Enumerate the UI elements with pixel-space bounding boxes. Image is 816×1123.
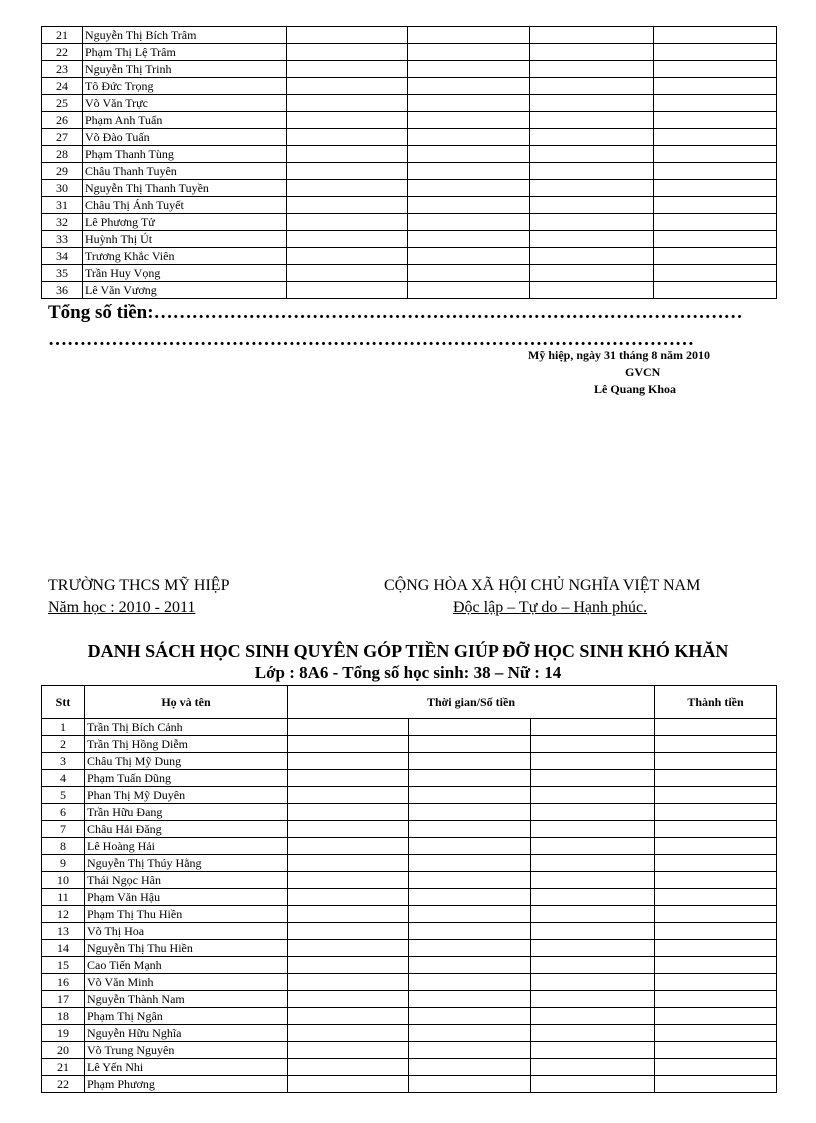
amount-cell[interactable]	[409, 872, 531, 889]
amount-cell[interactable]	[409, 906, 531, 923]
table-row	[42, 112, 777, 129]
amount-cell[interactable]	[408, 95, 530, 112]
table-row	[42, 923, 777, 940]
amount-cell[interactable]	[288, 719, 409, 736]
row-number: 16	[42, 974, 85, 991]
student-name: Trần Thị Bích Cảnh	[85, 719, 288, 736]
table-row	[42, 1008, 777, 1025]
table-row	[42, 1059, 777, 1076]
student-name: Võ Trung Nguyên	[85, 1042, 288, 1059]
student-name: Nguyễn Thị Thúy Hằng	[85, 855, 288, 872]
document-title: DANH SÁCH HỌC SINH QUYÊN GÓP TIỀN GIÚP ĐỠ HỌC SINH KHÓ KHĂN	[87, 641, 729, 661]
table-row	[42, 129, 777, 146]
student-name: Nguyễn Thị Trinh	[83, 61, 287, 78]
amount-cell[interactable]	[288, 838, 409, 855]
amount-cell[interactable]	[530, 214, 654, 231]
row-number: 21	[42, 27, 83, 44]
amount-cell[interactable]	[288, 923, 409, 940]
table-row	[42, 889, 777, 906]
total-cell[interactable]	[655, 736, 777, 753]
amount-cell[interactable]	[288, 872, 409, 889]
amount-cell[interactable]	[288, 770, 409, 787]
row-number: 32	[42, 214, 83, 231]
amount-cell[interactable]	[409, 821, 531, 838]
amount-cell[interactable]	[287, 282, 408, 299]
row-number: 23	[42, 61, 83, 78]
amount-cell[interactable]	[287, 112, 408, 129]
amount-cell[interactable]	[288, 753, 409, 770]
amount-cell[interactable]	[530, 112, 654, 129]
table-row	[42, 804, 777, 821]
total-cell[interactable]	[654, 180, 777, 197]
amount-cell[interactable]	[287, 163, 408, 180]
amount-cell[interactable]	[409, 736, 531, 753]
table-row	[42, 753, 777, 770]
amount-cell[interactable]	[409, 889, 531, 906]
row-number: 12	[42, 906, 85, 923]
student-name: Nguyễn Thành Nam	[85, 991, 288, 1008]
amount-cell[interactable]	[287, 78, 408, 95]
row-number: 18	[42, 1008, 85, 1025]
amount-cell[interactable]	[287, 231, 408, 248]
table-header-row	[42, 686, 777, 719]
amount-cell[interactable]	[409, 974, 531, 991]
amount-cell[interactable]	[288, 736, 409, 753]
total-cell[interactable]	[654, 146, 777, 163]
amount-cell[interactable]	[408, 78, 530, 95]
total-cell[interactable]	[655, 1025, 777, 1042]
amount-cell[interactable]	[409, 923, 531, 940]
total-cell[interactable]	[655, 770, 777, 787]
total-cell[interactable]	[654, 197, 777, 214]
table-row	[42, 44, 777, 61]
amount-cell[interactable]	[531, 1025, 655, 1042]
amount-cell[interactable]	[531, 821, 655, 838]
total-cell[interactable]	[654, 61, 777, 78]
row-number: 7	[42, 821, 85, 838]
amount-cell[interactable]	[287, 197, 408, 214]
column-header-stt: Stt	[42, 686, 85, 719]
amount-cell[interactable]	[288, 787, 409, 804]
total-cell[interactable]	[654, 27, 777, 44]
amount-cell[interactable]	[408, 27, 530, 44]
amount-cell[interactable]	[530, 180, 654, 197]
row-number: 3	[42, 753, 85, 770]
amount-cell[interactable]	[287, 44, 408, 61]
total-cell[interactable]	[655, 753, 777, 770]
row-number: 22	[42, 1076, 85, 1093]
amount-cell[interactable]	[409, 940, 531, 957]
amount-cell[interactable]	[530, 44, 654, 61]
student-name: Phạm Phương	[85, 1076, 288, 1093]
amount-cell[interactable]	[531, 974, 655, 991]
total-cell[interactable]	[654, 214, 777, 231]
amount-cell[interactable]	[531, 923, 655, 940]
student-name: Phạm Tuấn Dũng	[85, 770, 288, 787]
student-name: Phạm Thị Thu Hiền	[85, 906, 288, 923]
table-row	[42, 282, 777, 299]
row-number: 19	[42, 1025, 85, 1042]
total-cell[interactable]	[655, 804, 777, 821]
table-row	[42, 163, 777, 180]
amount-cell[interactable]	[287, 27, 408, 44]
total-cell[interactable]	[655, 787, 777, 804]
student-name: Nguyễn Hữu Nghĩa	[85, 1025, 288, 1042]
table-row	[42, 855, 777, 872]
school-name: TRƯỜNG THCS MỸ HIỆP	[48, 577, 230, 594]
amount-cell[interactable]	[530, 95, 654, 112]
amount-cell[interactable]	[530, 129, 654, 146]
amount-cell[interactable]	[408, 248, 530, 265]
amount-cell[interactable]	[530, 248, 654, 265]
amount-cell[interactable]	[530, 61, 654, 78]
total-cell[interactable]	[655, 906, 777, 923]
student-name: Tô Đức Trọng	[83, 78, 287, 95]
student-name: Nguyễn Thị Bích Trâm	[83, 27, 287, 44]
row-number: 17	[42, 991, 85, 1008]
total-cell[interactable]	[655, 1008, 777, 1025]
row-number: 35	[42, 265, 83, 282]
row-number: 11	[42, 889, 85, 906]
class-subtitle: Lớp : 8A6 - Tổng số học sinh: 38 – Nữ : 14	[254, 663, 562, 682]
amount-cell[interactable]	[287, 61, 408, 78]
amount-cell[interactable]	[409, 1025, 531, 1042]
student-name: Phạm Thị Ngân	[85, 1008, 288, 1025]
amount-cell[interactable]	[531, 872, 655, 889]
amount-cell[interactable]	[287, 146, 408, 163]
total-cell[interactable]	[654, 248, 777, 265]
student-name: Trần Thị Hồng Diễm	[85, 736, 288, 753]
total-cell[interactable]	[655, 1076, 777, 1093]
amount-cell[interactable]	[409, 957, 531, 974]
table-row	[42, 27, 777, 44]
amount-cell[interactable]	[409, 1076, 531, 1093]
school-year: Năm học : 2010 - 2011	[48, 599, 196, 616]
student-name: Trương Khắc Viên	[83, 248, 287, 265]
row-number: 1	[42, 719, 85, 736]
amount-cell[interactable]	[531, 889, 655, 906]
table-row	[42, 214, 777, 231]
amount-cell[interactable]	[531, 770, 655, 787]
table-row	[42, 78, 777, 95]
row-number: 22	[42, 44, 83, 61]
table-row	[42, 872, 777, 889]
amount-cell[interactable]	[408, 231, 530, 248]
student-name: Châu Hải Đăng	[85, 821, 288, 838]
amount-cell[interactable]	[409, 770, 531, 787]
student-name: Cao Tiến Mạnh	[85, 957, 288, 974]
total-cell[interactable]	[654, 163, 777, 180]
amount-cell[interactable]	[409, 991, 531, 1008]
amount-cell[interactable]	[408, 146, 530, 163]
student-table	[41, 685, 777, 1093]
amount-cell[interactable]	[408, 282, 530, 299]
amount-cell[interactable]	[288, 957, 409, 974]
student-table-body	[42, 719, 777, 1093]
amount-cell[interactable]	[288, 906, 409, 923]
amount-cell[interactable]	[408, 61, 530, 78]
row-number: 30	[42, 180, 83, 197]
amount-cell[interactable]	[287, 248, 408, 265]
total-cell[interactable]	[655, 1059, 777, 1076]
amount-cell[interactable]	[409, 719, 531, 736]
amount-cell[interactable]	[409, 753, 531, 770]
total-cell[interactable]	[655, 838, 777, 855]
amount-cell[interactable]	[408, 163, 530, 180]
row-number: 26	[42, 112, 83, 129]
amount-cell[interactable]	[288, 974, 409, 991]
amount-cell[interactable]	[530, 282, 654, 299]
table-row	[42, 248, 777, 265]
amount-cell[interactable]	[409, 838, 531, 855]
amount-cell[interactable]	[531, 736, 655, 753]
amount-cell[interactable]	[288, 889, 409, 906]
row-number: 8	[42, 838, 85, 855]
amount-cell[interactable]	[530, 78, 654, 95]
amount-cell[interactable]	[287, 180, 408, 197]
amount-cell[interactable]	[409, 1042, 531, 1059]
amount-cell[interactable]	[530, 27, 654, 44]
total-cell[interactable]	[654, 129, 777, 146]
amount-cell[interactable]	[288, 940, 409, 957]
amount-cell[interactable]	[531, 906, 655, 923]
table-row	[42, 231, 777, 248]
amount-cell[interactable]	[409, 1059, 531, 1076]
student-name: Thái Ngọc Hân	[85, 872, 288, 889]
amount-cell[interactable]	[531, 957, 655, 974]
amount-cell[interactable]	[531, 855, 655, 872]
amount-cell[interactable]	[287, 95, 408, 112]
row-number: 24	[42, 78, 83, 95]
row-number: 27	[42, 129, 83, 146]
amount-cell[interactable]	[288, 1025, 409, 1042]
amount-cell[interactable]	[409, 787, 531, 804]
student-name: Lê Phương Tử	[83, 214, 287, 231]
student-name: Lê Hoàng Hải	[85, 838, 288, 855]
total-cell[interactable]	[655, 872, 777, 889]
amount-cell[interactable]	[409, 1008, 531, 1025]
amount-cell[interactable]	[530, 146, 654, 163]
amount-cell[interactable]	[288, 1059, 409, 1076]
table-row	[42, 974, 777, 991]
student-name: Châu Thị Mỹ Dung	[85, 753, 288, 770]
total-cell[interactable]	[655, 855, 777, 872]
amount-cell[interactable]	[409, 855, 531, 872]
amount-cell[interactable]	[531, 838, 655, 855]
amount-cell[interactable]	[287, 265, 408, 282]
total-cell[interactable]	[654, 44, 777, 61]
row-number: 9	[42, 855, 85, 872]
amount-cell[interactable]	[531, 991, 655, 1008]
table-row	[42, 719, 777, 736]
table-row	[42, 1076, 777, 1093]
table-row	[42, 821, 777, 838]
row-number: 14	[42, 940, 85, 957]
student-name: Phạm Thị Lệ Trâm	[83, 44, 287, 61]
student-name: Lê Yến Nhi	[85, 1059, 288, 1076]
student-name: Nguyễn Thị Thu Hiền	[85, 940, 288, 957]
amount-cell[interactable]	[288, 804, 409, 821]
amount-cell[interactable]	[531, 1076, 655, 1093]
total-cell[interactable]	[654, 265, 777, 282]
row-number: 31	[42, 197, 83, 214]
amount-cell[interactable]	[408, 180, 530, 197]
amount-cell[interactable]	[531, 804, 655, 821]
student-name: Phạm Anh Tuấn	[83, 112, 287, 129]
column-header-name: Họ và tên	[85, 686, 288, 719]
student-name: Châu Thanh Tuyên	[83, 163, 287, 180]
amount-cell[interactable]	[530, 163, 654, 180]
student-name: Lê Văn Vương	[83, 282, 287, 299]
table-row	[42, 61, 777, 78]
table-row	[42, 770, 777, 787]
total-cell[interactable]	[655, 991, 777, 1008]
table-row	[42, 146, 777, 163]
total-cell[interactable]	[655, 889, 777, 906]
row-number: 4	[42, 770, 85, 787]
total-cell[interactable]	[655, 974, 777, 991]
amount-cell[interactable]	[288, 855, 409, 872]
amount-cell[interactable]	[288, 1008, 409, 1025]
total-cell[interactable]	[655, 940, 777, 957]
total-cell[interactable]	[654, 112, 777, 129]
amount-cell[interactable]	[287, 214, 408, 231]
signature-date: Mỹ hiệp, ngày 31 tháng 8 năm 2010	[528, 348, 711, 362]
table-row	[42, 736, 777, 753]
row-number: 25	[42, 95, 83, 112]
student-name: Phạm Văn Hậu	[85, 889, 288, 906]
table-row	[42, 180, 777, 197]
row-number: 34	[42, 248, 83, 265]
student-name: Phạm Thanh Tùng	[83, 146, 287, 163]
table-row	[42, 991, 777, 1008]
row-number: 10	[42, 872, 85, 889]
row-number: 15	[42, 957, 85, 974]
total-cell[interactable]	[654, 78, 777, 95]
student-name: Võ Đào Tuấn	[83, 129, 287, 146]
amount-cell[interactable]	[408, 129, 530, 146]
row-number: 2	[42, 736, 85, 753]
row-number: 21	[42, 1059, 85, 1076]
amount-cell[interactable]	[288, 1076, 409, 1093]
table-row	[42, 95, 777, 112]
student-name: Trần Huy Vọng	[83, 265, 287, 282]
student-name: Võ Thị Hoa	[85, 923, 288, 940]
amount-cell[interactable]	[408, 197, 530, 214]
table-row	[42, 957, 777, 974]
table-row	[42, 1042, 777, 1059]
table-row	[42, 906, 777, 923]
column-header-time: Thời gian/Số tiền	[288, 686, 655, 719]
total-cell[interactable]	[654, 231, 777, 248]
amount-cell[interactable]	[531, 940, 655, 957]
total-cell[interactable]	[655, 957, 777, 974]
table-row	[42, 265, 777, 282]
table-row	[42, 787, 777, 804]
amount-cell[interactable]	[531, 719, 655, 736]
nation-name: CỘNG HÒA XÃ HỘI CHỦ NGHĨA VIỆT NAM	[384, 577, 701, 594]
total-cell[interactable]	[654, 282, 777, 299]
row-number: 29	[42, 163, 83, 180]
column-header-total: Thành tiền	[655, 686, 777, 719]
student-name: Võ Văn Trực	[83, 95, 287, 112]
amount-cell[interactable]	[409, 804, 531, 821]
row-number: 6	[42, 804, 85, 821]
top-table-body	[42, 27, 777, 299]
student-name: Huỳnh Thị Út	[83, 231, 287, 248]
table-row	[42, 838, 777, 855]
row-number: 20	[42, 1042, 85, 1059]
amount-cell[interactable]	[531, 787, 655, 804]
total-amount-label: Tổng số tiền:…………………………………………………………………………………	[48, 302, 743, 323]
table-row	[42, 1025, 777, 1042]
amount-cell[interactable]	[408, 44, 530, 61]
amount-cell[interactable]	[408, 112, 530, 129]
amount-cell[interactable]	[531, 1059, 655, 1076]
signature-name: Lê Quang Khoa	[594, 382, 677, 396]
amount-cell[interactable]	[288, 991, 409, 1008]
student-name: Võ Văn Minh	[85, 974, 288, 991]
amount-cell[interactable]	[288, 821, 409, 838]
total-cell[interactable]	[655, 821, 777, 838]
student-name: Châu Thị Ánh Tuyết	[83, 197, 287, 214]
student-name: Nguyễn Thị Thanh Tuyền	[83, 180, 287, 197]
amount-cell[interactable]	[408, 214, 530, 231]
row-number: 33	[42, 231, 83, 248]
amount-cell[interactable]	[288, 1042, 409, 1059]
amount-cell[interactable]	[531, 1042, 655, 1059]
amount-cell[interactable]	[408, 265, 530, 282]
total-amount-dots: …………………………………………………………………………………………	[48, 329, 694, 350]
student-name: Phan Thị Mỹ Duyên	[85, 787, 288, 804]
table-row	[42, 940, 777, 957]
row-number: 13	[42, 923, 85, 940]
total-cell[interactable]	[655, 719, 777, 736]
amount-cell[interactable]	[287, 129, 408, 146]
top-table	[41, 26, 777, 299]
signature-role: GVCN	[625, 365, 661, 379]
amount-cell[interactable]	[530, 197, 654, 214]
nation-motto: Độc lập – Tự do – Hạnh phúc.	[453, 599, 648, 616]
total-cell[interactable]	[654, 95, 777, 112]
table-row	[42, 197, 777, 214]
row-number: 28	[42, 146, 83, 163]
total-cell[interactable]	[655, 923, 777, 940]
row-number: 36	[42, 282, 83, 299]
amount-cell[interactable]	[531, 1008, 655, 1025]
row-number: 5	[42, 787, 85, 804]
amount-cell[interactable]	[530, 265, 654, 282]
student-name: Trần Hữu Đang	[85, 804, 288, 821]
total-cell[interactable]	[655, 1042, 777, 1059]
amount-cell[interactable]	[531, 753, 655, 770]
amount-cell[interactable]	[530, 231, 654, 248]
